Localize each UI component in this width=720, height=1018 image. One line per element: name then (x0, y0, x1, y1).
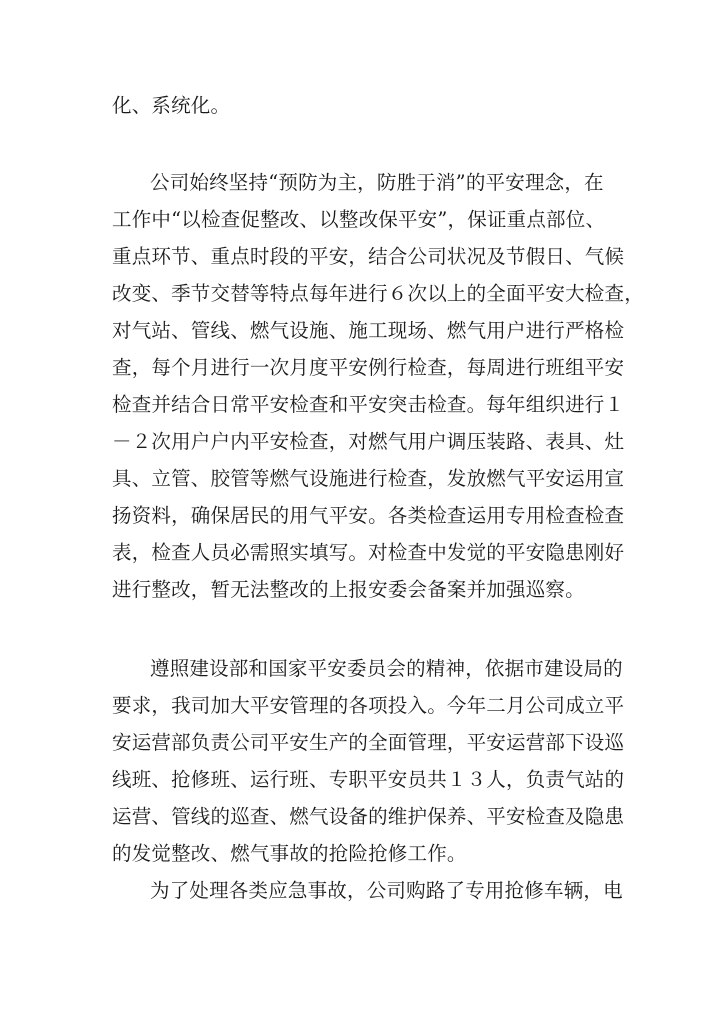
text-line: 改变、季节交替等特点每年进行６次以上的全面平安大检查， (112, 282, 644, 305)
text-line: 进行整改，暂无法整改的上报安委会备案并加强巡察。 (112, 578, 585, 601)
text-line: 线班、抢修班、运行班、专职平安员共１３人，负责气站的 (112, 768, 625, 791)
text-line: 表，检查人员必需照实填写。对检查中发觉的平安隐患刚好 (112, 541, 625, 564)
text-line: 具、立管、胶管等燃气设施进行检查，发放燃气平安运用宣 (112, 467, 625, 490)
text-line: 查，每个月进行一次月度平安例行检查，每周进行班组平安 (112, 356, 625, 379)
text-line: 检查并结合日常平安检查和平安突击检查。每年组织进行１ (112, 393, 625, 416)
paragraph-first-line: 为了处理各类应急事故，公司购路了专用抢修车辆，电 (150, 879, 623, 902)
text-line: 重点环节、重点时段的平安，结合公司状况及节假日、气候 (112, 245, 625, 268)
text-line: 扬资料，确保居民的用气平安。各类检查运用专用检查检查 (112, 504, 625, 527)
text-line: 的发觉整改、燃气事故的抢险抢修工作。 (112, 842, 467, 865)
text-line: 要求，我司加大平安管理的各项投入。今年二月公司成立平 (112, 694, 625, 717)
text-line: 安运营部负责公司平安生产的全面管理，平安运营部下设巡 (112, 731, 625, 754)
text-line: －２次用户户内平安检查，对燃气用户调压装路、表具、灶 (112, 430, 625, 453)
text-line: 运营、管线的巡查、燃气设备的维护保养、平安检查及隐患 (112, 805, 625, 828)
text-line: 工作中“以检查促整改、以整改保平安”，保证重点部位、 (112, 208, 606, 231)
text-line: 对气站、管线、燃气设施、施工现场、燃气用户进行严格检 (112, 319, 625, 342)
paragraph-first-line: 公司始终坚持“预防为主，防胜于消”的平安理念，在 (150, 171, 604, 194)
paragraph-first-line: 遵照建设部和国家平安委员会的精神，依据市建设局的 (150, 657, 623, 680)
text-line: 化、系统化。 (112, 94, 231, 117)
